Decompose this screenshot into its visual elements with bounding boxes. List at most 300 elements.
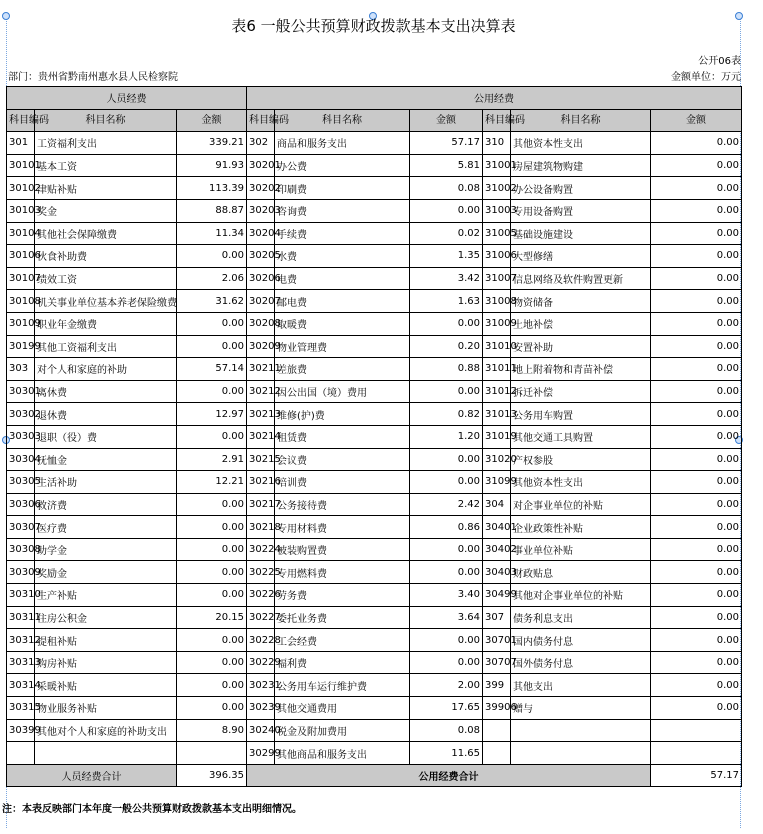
cell-code: 31011 — [483, 358, 511, 381]
table-row — [7, 674, 742, 697]
cell-amount: 1.20 — [410, 425, 483, 448]
cell-amount: 0.00 — [651, 674, 742, 697]
col-amount: 金额 — [651, 109, 742, 132]
cell-code: 30401 — [483, 516, 511, 539]
cell-name: 其他交通费用 — [275, 697, 410, 720]
cell-name: 租赁费 — [275, 425, 410, 448]
cell-code: 39906 — [483, 697, 511, 720]
cell-code: 30229 — [247, 651, 275, 674]
cell-name: 办公设备购置 — [511, 177, 651, 200]
cell-name: 委托业务费 — [275, 606, 410, 629]
cell-amount: 11.34 — [177, 222, 247, 245]
cell-amount: 0.00 — [651, 358, 742, 381]
cell-code: 30106 — [7, 245, 35, 268]
cell-amount: 0.00 — [177, 538, 247, 561]
cell-name: 退职（役）费 — [35, 425, 177, 448]
cell-name: 奖励金 — [35, 561, 177, 584]
cell-amount: 12.21 — [177, 471, 247, 494]
cell-code: 30227 — [247, 606, 275, 629]
cell-amount: 0.86 — [410, 516, 483, 539]
cell-code: 31099 — [483, 471, 511, 494]
table-row — [7, 584, 742, 607]
cell-code: 30211 — [247, 358, 275, 381]
table-row — [7, 222, 742, 245]
cell-code: 30208 — [247, 312, 275, 335]
cell-code: 30707 — [483, 651, 511, 674]
cell-amount: 0.00 — [651, 380, 742, 403]
cell-name: 劳务费 — [275, 584, 410, 607]
cell-code: 30103 — [7, 199, 35, 222]
cell-amount: 0.00 — [177, 245, 247, 268]
cell-name: 国内债务付息 — [511, 629, 651, 652]
cell-code: 30701 — [483, 629, 511, 652]
cell-amount: 0.00 — [651, 561, 742, 584]
cell-name: 其他对企事业单位的补贴 — [511, 584, 651, 607]
public-total-label: 公用经费合计 — [247, 764, 651, 787]
cell-name — [35, 742, 177, 765]
cell-code: 31001 — [483, 154, 511, 177]
cell-code: 30207 — [247, 290, 275, 313]
cell-amount: 0.00 — [177, 697, 247, 720]
cell-name: 被装购置费 — [275, 538, 410, 561]
cell-code: 30204 — [247, 222, 275, 245]
cell-amount: 5.81 — [410, 154, 483, 177]
cell-amount: 0.00 — [177, 674, 247, 697]
cell-code: 31009 — [483, 312, 511, 335]
cell-name: 商品和服务支出 — [275, 132, 410, 155]
table-row — [7, 154, 742, 177]
cell-amount: 0.00 — [651, 606, 742, 629]
cell-code: 31019 — [483, 425, 511, 448]
cell-code: 31003 — [483, 199, 511, 222]
cell-code: 30301 — [7, 380, 35, 403]
cell-name: 电费 — [275, 267, 410, 290]
cell-code: 30224 — [247, 538, 275, 561]
cell-code: 30201 — [247, 154, 275, 177]
cell-code: 30206 — [247, 267, 275, 290]
cell-amount: 2.06 — [177, 267, 247, 290]
cell-name: 提租补贴 — [35, 629, 177, 652]
cell-code: 30202 — [247, 177, 275, 200]
cell-code: 30217 — [247, 493, 275, 516]
cell-code: 30203 — [247, 199, 275, 222]
cell-name: 物资储备 — [511, 290, 651, 313]
cell-code: 31020 — [483, 448, 511, 471]
unit-label: 金额单位：万元 — [671, 72, 741, 83]
table-row — [7, 312, 742, 335]
cell-code: 30240 — [247, 719, 275, 742]
cell-amount: 113.39 — [177, 177, 247, 200]
cell-amount: 2.00 — [410, 674, 483, 697]
table-row — [7, 290, 742, 313]
cell-amount: 0.00 — [651, 493, 742, 516]
cell-code: 30303 — [7, 425, 35, 448]
cell-amount: 91.93 — [177, 154, 247, 177]
col-amount: 金额 — [177, 109, 247, 132]
cell-amount: 0.00 — [177, 584, 247, 607]
cell-amount: 0.00 — [651, 448, 742, 471]
table-row — [7, 245, 742, 268]
cell-name: 购房补贴 — [35, 651, 177, 674]
table-row — [7, 403, 742, 426]
cell-name: 税金及附加费用 — [275, 719, 410, 742]
cell-amount: 0.00 — [651, 267, 742, 290]
table-note: 注：本表反映部门本年度一般公共预算财政拨款基本支出明细情况。 — [2, 804, 302, 815]
section-header-row — [7, 87, 742, 110]
cell-amount: 17.65 — [410, 697, 483, 720]
cell-code: 30228 — [247, 629, 275, 652]
cell-name: 基础设施建设 — [511, 222, 651, 245]
cell-code: 30309 — [7, 561, 35, 584]
cell-name: 维修(护)费 — [275, 403, 410, 426]
cell-amount: 0.00 — [177, 312, 247, 335]
cell-code: 31010 — [483, 335, 511, 358]
cell-amount: 0.00 — [651, 245, 742, 268]
table-row — [7, 606, 742, 629]
cell-amount: 0.00 — [410, 629, 483, 652]
cell-name: 奖金 — [35, 199, 177, 222]
table-row — [7, 132, 742, 155]
table-row — [7, 561, 742, 584]
cell-amount: 0.00 — [177, 516, 247, 539]
cell-name: 信息网络及软件购置更新 — [511, 267, 651, 290]
table-row — [7, 425, 742, 448]
cell-name: 绩效工资 — [35, 267, 177, 290]
public-total-value: 57.17 — [651, 764, 742, 787]
cell-code: 30305 — [7, 471, 35, 494]
cell-code: 30225 — [247, 561, 275, 584]
cell-amount: 0.00 — [177, 651, 247, 674]
cell-code: 30216 — [247, 471, 275, 494]
cell-amount: 339.21 — [177, 132, 247, 155]
cell-name: 工会经费 — [275, 629, 410, 652]
cell-code: 30209 — [247, 335, 275, 358]
cell-name: 对企事业单位的补贴 — [511, 493, 651, 516]
cell-code: 30213 — [247, 403, 275, 426]
cell-amount: 0.00 — [177, 335, 247, 358]
cell-name: 拆迁补偿 — [511, 380, 651, 403]
cell-name: 物业管理费 — [275, 335, 410, 358]
budget-table-sheet — [6, 6, 741, 784]
section-public: 公用经费 — [247, 87, 742, 110]
table-row — [7, 719, 742, 742]
cell-amount: 57.14 — [177, 358, 247, 381]
cell-amount: 0.08 — [410, 719, 483, 742]
cell-name: 物业服务补贴 — [35, 697, 177, 720]
cell-code: 30311 — [7, 606, 35, 629]
cell-name: 助学金 — [35, 538, 177, 561]
cell-amount: 0.00 — [410, 538, 483, 561]
cell-code: 307 — [483, 606, 511, 629]
cell-name: 公务用车购置 — [511, 403, 651, 426]
column-header-row — [7, 109, 742, 132]
cell-name: 职业年金缴费 — [35, 312, 177, 335]
cell-amount: 0.00 — [651, 177, 742, 200]
cell-name: 生产补贴 — [35, 584, 177, 607]
cell-name: 赠与 — [511, 697, 651, 720]
cell-code: 30226 — [247, 584, 275, 607]
cell-name: 公务接待费 — [275, 493, 410, 516]
cell-name: 住房公积金 — [35, 606, 177, 629]
cell-amount: 0.20 — [410, 335, 483, 358]
cell-name: 对个人和家庭的补助 — [35, 358, 177, 381]
cell-name: 救济费 — [35, 493, 177, 516]
table-row — [7, 267, 742, 290]
col-amount: 金额 — [410, 109, 483, 132]
cell-code: 303 — [7, 358, 35, 381]
cell-amount: 31.62 — [177, 290, 247, 313]
cell-amount: 0.00 — [177, 493, 247, 516]
cell-amount: 3.64 — [410, 606, 483, 629]
cell-amount: 0.00 — [651, 651, 742, 674]
table-row — [7, 335, 742, 358]
cell-name: 其他支出 — [511, 674, 651, 697]
table-row — [7, 380, 742, 403]
cell-amount: 3.40 — [410, 584, 483, 607]
table-row — [7, 651, 742, 674]
cell-name: 工资福利支出 — [35, 132, 177, 155]
cell-name: 其他资本性支出 — [511, 471, 651, 494]
department-label: 部门：贵州省黔南州惠水县人民检察院 — [8, 72, 178, 83]
cell-code: 30214 — [247, 425, 275, 448]
cell-code: 30218 — [247, 516, 275, 539]
cell-code: 301 — [7, 132, 35, 155]
cell-code: 30212 — [247, 380, 275, 403]
cell-name: 其他对个人和家庭的补助支出 — [35, 719, 177, 742]
cell-code: 31013 — [483, 403, 511, 426]
cell-code: 30499 — [483, 584, 511, 607]
col-code: 科目编码 — [247, 109, 275, 132]
cell-code — [7, 742, 35, 765]
cell-name: 邮电费 — [275, 290, 410, 313]
personnel-total-label: 人员经费合计 — [7, 764, 177, 787]
cell-name: 专用设备购置 — [511, 199, 651, 222]
table-row — [7, 742, 742, 765]
cell-name: 土地补偿 — [511, 312, 651, 335]
personnel-total-value: 396.35 — [177, 764, 247, 787]
cell-name: 安置补助 — [511, 335, 651, 358]
cell-name: 产权参股 — [511, 448, 651, 471]
cell-code: 31006 — [483, 245, 511, 268]
cell-amount — [651, 742, 742, 765]
cell-code: 30304 — [7, 448, 35, 471]
cell-amount: 0.00 — [651, 290, 742, 313]
cell-amount: 0.00 — [410, 312, 483, 335]
cell-name: 专用材料费 — [275, 516, 410, 539]
cell-name: 会议费 — [275, 448, 410, 471]
cell-code: 30307 — [7, 516, 35, 539]
cell-code: 310 — [483, 132, 511, 155]
section-personnel: 人员经费 — [7, 87, 247, 110]
cell-amount — [177, 742, 247, 765]
cell-amount: 0.00 — [651, 199, 742, 222]
cell-code: 30205 — [247, 245, 275, 268]
form-number: 公开06表 — [698, 56, 741, 67]
cell-amount: 0.00 — [651, 222, 742, 245]
cell-code: 30108 — [7, 290, 35, 313]
cell-code: 304 — [483, 493, 511, 516]
cell-name: 差旅费 — [275, 358, 410, 381]
cell-code: 30215 — [247, 448, 275, 471]
cell-amount: 0.00 — [410, 471, 483, 494]
cell-amount: 0.00 — [651, 312, 742, 335]
cell-amount: 8.90 — [177, 719, 247, 742]
cell-amount — [651, 719, 742, 742]
cell-name: 公务用车运行维护费 — [275, 674, 410, 697]
cell-amount: 0.00 — [410, 651, 483, 674]
cell-code — [483, 742, 511, 765]
cell-code: 31008 — [483, 290, 511, 313]
cell-name: 房屋建筑物购建 — [511, 154, 651, 177]
cell-amount: 0.00 — [651, 516, 742, 539]
cell-name: 生活补助 — [35, 471, 177, 494]
cell-name: 咨询费 — [275, 199, 410, 222]
cell-code: 30399 — [7, 719, 35, 742]
cell-name: 医疗费 — [35, 516, 177, 539]
cell-code: 30314 — [7, 674, 35, 697]
cell-code: 30107 — [7, 267, 35, 290]
cell-amount: 0.00 — [651, 697, 742, 720]
cell-code: 30306 — [7, 493, 35, 516]
cell-amount: 1.35 — [410, 245, 483, 268]
cell-amount: 88.87 — [177, 199, 247, 222]
cell-code: 31012 — [483, 380, 511, 403]
cell-name: 福利费 — [275, 651, 410, 674]
cell-name: 其他商品和服务支出 — [275, 742, 410, 765]
table-row — [7, 448, 742, 471]
totals-row — [7, 764, 742, 787]
cell-code — [483, 719, 511, 742]
cell-name — [511, 719, 651, 742]
cell-amount: 0.00 — [651, 471, 742, 494]
cell-name: 采暖补贴 — [35, 674, 177, 697]
table-row — [7, 177, 742, 200]
cell-amount: 0.88 — [410, 358, 483, 381]
cell-name: 其他交通工具购置 — [511, 425, 651, 448]
cell-amount: 0.00 — [410, 380, 483, 403]
table-row — [7, 199, 742, 222]
cell-amount: 0.00 — [410, 448, 483, 471]
table-row — [7, 471, 742, 494]
cell-amount: 11.65 — [410, 742, 483, 765]
cell-amount: 2.42 — [410, 493, 483, 516]
cell-amount: 0.08 — [410, 177, 483, 200]
cell-amount: 0.00 — [410, 561, 483, 584]
cell-amount: 3.42 — [410, 267, 483, 290]
cell-name: 事业单位补贴 — [511, 538, 651, 561]
cell-name: 抚恤金 — [35, 448, 177, 471]
cell-name: 退休费 — [35, 403, 177, 426]
cell-amount: 0.00 — [651, 132, 742, 155]
table-row — [7, 538, 742, 561]
cell-amount: 0.02 — [410, 222, 483, 245]
cell-code: 30315 — [7, 697, 35, 720]
table-title: 表6 一般公共预算财政拨款基本支出决算表 — [231, 17, 516, 35]
cell-amount: 0.00 — [651, 629, 742, 652]
cell-amount: 0.00 — [651, 425, 742, 448]
cell-amount: 0.00 — [651, 154, 742, 177]
cell-amount: 12.97 — [177, 403, 247, 426]
cell-amount: 0.00 — [651, 538, 742, 561]
cell-code: 30239 — [247, 697, 275, 720]
col-name: 科目名称 — [35, 109, 177, 132]
cell-code: 30310 — [7, 584, 35, 607]
cell-amount: 0.00 — [177, 380, 247, 403]
cell-amount: 0.00 — [177, 629, 247, 652]
cell-name: 债务利息支出 — [511, 606, 651, 629]
cell-name: 津贴补贴 — [35, 177, 177, 200]
cell-amount: 2.91 — [177, 448, 247, 471]
cell-name: 培训费 — [275, 471, 410, 494]
cell-name: 手续费 — [275, 222, 410, 245]
cell-code: 30101 — [7, 154, 35, 177]
cell-amount: 57.17 — [410, 132, 483, 155]
cell-name: 离休费 — [35, 380, 177, 403]
expenditure-table — [6, 86, 742, 787]
col-name: 科目名称 — [511, 109, 651, 132]
cell-code: 30231 — [247, 674, 275, 697]
cell-code: 30402 — [483, 538, 511, 561]
cell-name: 印刷费 — [275, 177, 410, 200]
cell-name: 办公费 — [275, 154, 410, 177]
cell-name: 其他社会保障缴费 — [35, 222, 177, 245]
cell-amount: 0.00 — [177, 425, 247, 448]
col-code: 科目编码 — [7, 109, 35, 132]
cell-amount: 0.00 — [651, 584, 742, 607]
cell-code: 30299 — [247, 742, 275, 765]
cell-code: 30199 — [7, 335, 35, 358]
cell-amount: 0.00 — [177, 561, 247, 584]
cell-name: 国外债务付息 — [511, 651, 651, 674]
cell-name: 伙食补助费 — [35, 245, 177, 268]
cell-amount: 1.63 — [410, 290, 483, 313]
cell-name: 机关事业单位基本养老保险缴费 — [35, 290, 177, 313]
cell-code: 31007 — [483, 267, 511, 290]
col-name: 科目名称 — [275, 109, 410, 132]
cell-code: 31005 — [483, 222, 511, 245]
cell-name: 取暖费 — [275, 312, 410, 335]
cell-code: 30104 — [7, 222, 35, 245]
cell-code: 30312 — [7, 629, 35, 652]
cell-amount: 0.00 — [651, 403, 742, 426]
cell-code: 30403 — [483, 561, 511, 584]
table-row — [7, 516, 742, 539]
cell-code: 399 — [483, 674, 511, 697]
cell-code: 30302 — [7, 403, 35, 426]
cell-amount: 20.15 — [177, 606, 247, 629]
cell-amount: 0.82 — [410, 403, 483, 426]
col-code: 科目编码 — [483, 109, 511, 132]
cell-amount: 0.00 — [410, 199, 483, 222]
cell-name: 水费 — [275, 245, 410, 268]
table-row — [7, 358, 742, 381]
cell-name: 大型修缮 — [511, 245, 651, 268]
cell-code: 302 — [247, 132, 275, 155]
cell-name: 专用燃料费 — [275, 561, 410, 584]
table-row — [7, 629, 742, 652]
table-row — [7, 493, 742, 516]
cell-name: 其他资本性支出 — [511, 132, 651, 155]
cell-name: 基本工资 — [35, 154, 177, 177]
cell-name: 企业政策性补贴 — [511, 516, 651, 539]
cell-name: 地上附着物和青苗补偿 — [511, 358, 651, 381]
cell-code: 30109 — [7, 312, 35, 335]
cell-name — [511, 742, 651, 765]
cell-code: 31002 — [483, 177, 511, 200]
cell-code: 30313 — [7, 651, 35, 674]
cell-code: 30102 — [7, 177, 35, 200]
cell-name: 因公出国（境）费用 — [275, 380, 410, 403]
